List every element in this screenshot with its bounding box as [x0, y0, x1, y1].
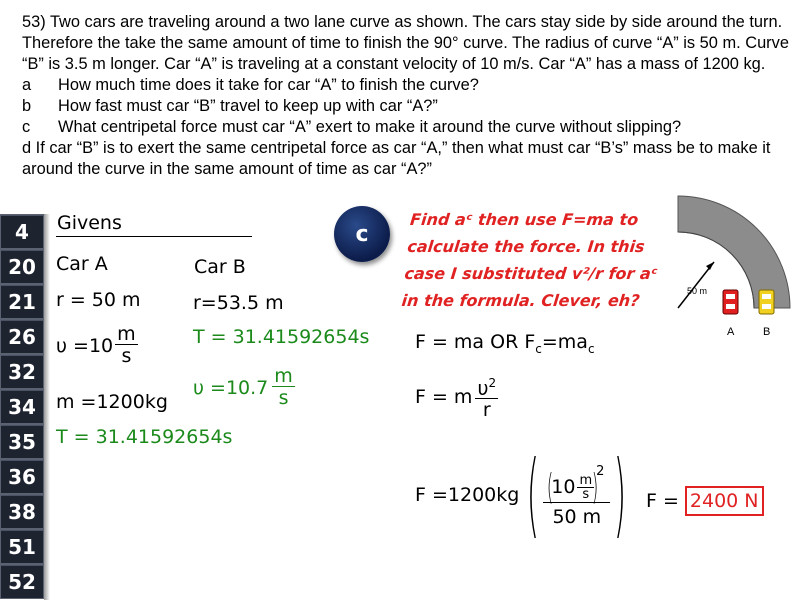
nav-item-36[interactable]: 36	[0, 459, 44, 494]
velocity-symbol: υ	[477, 377, 489, 400]
unit-numerator: m	[579, 472, 593, 488]
hint-line: in the formula. Clever, eh?	[400, 291, 641, 310]
hint-line: calculate the force. In this	[406, 237, 646, 256]
problem-intro: 53) Two cars are traveling around a two lane curve as shown. The cars stay side by side around the turn. Therefore the take the same amount of time to finish the 90° curve. The radius of curve “A” is 50 m. Curve “B” is 3.5 m longer. Car “A” is traveling at a constant velocity of 10 m/s. Car “A” has a mass of 1200 kg.	[22, 13, 789, 73]
nav-item-34[interactable]: 34	[0, 389, 44, 424]
answer-box: 2400 N	[685, 486, 764, 516]
equation-newton	[415, 331, 595, 356]
left-paren: (	[526, 441, 540, 548]
car-a-label: Car A	[56, 253, 108, 275]
question-letter: a	[22, 76, 32, 94]
velocity-b	[193, 366, 295, 409]
inner-right-paren: )	[591, 466, 599, 508]
radius-a: r = 50 m	[56, 289, 141, 311]
period-b: T = 31.41592654s	[193, 326, 370, 348]
question-letter: c	[22, 118, 31, 136]
unit-denominator: s	[278, 387, 289, 409]
car-a-diagram-label: A	[727, 326, 735, 338]
equation-centripetal	[415, 373, 498, 421]
unit-denominator: s	[121, 345, 132, 367]
hint-line: case I substituted v²/r for aᶜ	[403, 264, 659, 283]
velocity-a-value: υ =10	[56, 334, 114, 357]
unit-numerator: m	[117, 323, 136, 345]
unit-denominator: s	[582, 486, 590, 502]
nav-item-32[interactable]: 32	[0, 354, 44, 389]
curve-diagram	[668, 186, 798, 346]
eq3-inner-value: 10	[551, 476, 576, 499]
hint-text	[400, 206, 671, 314]
question-letter: b	[22, 97, 32, 115]
radius-label: 50 m	[687, 286, 708, 296]
eq1-subscript: c	[535, 341, 542, 356]
eq2-exponent: 2	[488, 376, 497, 390]
car-a-window	[726, 304, 735, 309]
car-a	[723, 290, 738, 314]
velocity-a-unit	[115, 324, 138, 367]
nav-item-4[interactable]: 4	[0, 214, 44, 249]
question-c	[22, 117, 790, 138]
answer-prefix: F =	[646, 490, 679, 512]
eq1-mid: =ma	[541, 331, 588, 353]
part-c-badge[interactable]: c	[334, 206, 390, 262]
nav-item-26[interactable]: 26	[0, 319, 44, 354]
eq2-prefix: F = m	[415, 386, 473, 409]
nav-item-20[interactable]: 20	[0, 249, 44, 284]
eq3-denominator: 50 m	[552, 505, 602, 528]
question-d: d If car “B” is to exert the same centripetal force as car “A,” then what must car “B’s” mass be to make it around the curve in the same amount of time as car “A?”	[22, 139, 771, 178]
eq2-fraction	[475, 373, 498, 421]
radius-arrowhead	[706, 262, 714, 270]
velocity-b-value: υ =10.7	[193, 376, 269, 399]
question-text: What centripetal force must car “A” exert to make it around the curve without slipping?	[58, 118, 682, 136]
car-b-window	[762, 294, 771, 299]
question-text: How fast must car “B” travel to keep up with car “A?”	[58, 97, 438, 115]
problem-statement	[22, 12, 790, 180]
nav-item-51[interactable]: 51	[0, 529, 44, 564]
hint-line: Find aᶜ then use F=ma to	[409, 210, 640, 229]
question-a	[22, 75, 790, 96]
nav-shadow	[44, 214, 50, 600]
mass-a: m =1200kg	[56, 391, 168, 413]
question-b	[22, 96, 790, 117]
eq2-denominator: r	[482, 399, 491, 422]
velocity-b-unit	[272, 366, 295, 409]
eq3-exponent: 2	[596, 464, 605, 480]
eq3-fraction	[543, 459, 610, 531]
equation-substituted	[415, 437, 634, 553]
car-a-window	[726, 294, 735, 299]
unit-numerator: m	[274, 365, 293, 387]
car-b-diagram-label: B	[763, 326, 771, 338]
inner-left-paren: (	[547, 466, 554, 508]
eq1-subscript: c	[587, 341, 595, 356]
car-b	[759, 290, 774, 314]
radius-arrow	[678, 262, 714, 308]
velocity-a	[56, 324, 138, 367]
question-text: How much time does it take for car “A” to finish the curve?	[58, 76, 479, 94]
car-b-window	[762, 304, 771, 309]
givens-heading: Givens	[57, 212, 122, 234]
final-answer	[646, 486, 764, 516]
nav-item-21[interactable]: 21	[0, 284, 44, 319]
nav-item-52[interactable]: 52	[0, 564, 44, 599]
nav-item-35[interactable]: 35	[0, 424, 44, 459]
eq3-prefix: F =1200kg	[415, 484, 520, 506]
nav-item-38[interactable]: 38	[0, 494, 44, 529]
right-paren: )	[614, 441, 627, 548]
eq2-numerator	[475, 373, 498, 399]
eq1-text: F = ma OR F	[415, 331, 536, 353]
radius-b: r=53.5 m	[193, 292, 284, 314]
period-a: T = 31.41592654s	[56, 426, 233, 448]
car-b-label: Car B	[194, 256, 246, 278]
eq3-numerator	[543, 459, 610, 508]
givens-underline	[56, 236, 252, 237]
